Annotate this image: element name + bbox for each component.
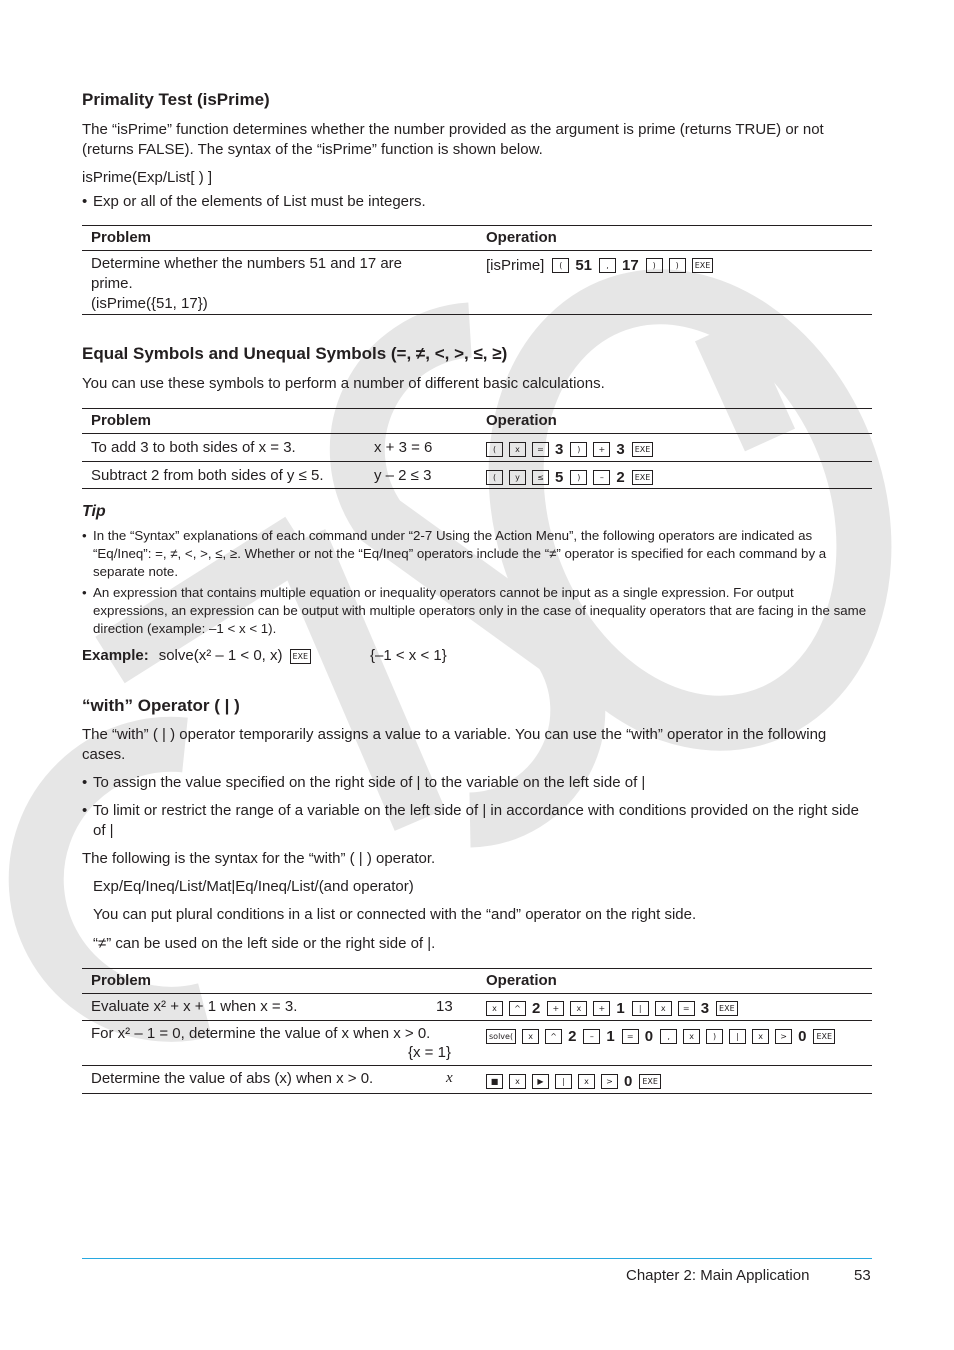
table-row-result: x bbox=[446, 1070, 453, 1086]
key-button: EXE bbox=[813, 1029, 835, 1044]
key-y: y bbox=[509, 470, 526, 485]
key-close-paren: ) bbox=[570, 442, 587, 457]
key-button: | bbox=[729, 1029, 746, 1044]
table-header-operation: Operation bbox=[486, 972, 557, 989]
key-number: 0 bbox=[644, 1027, 654, 1045]
key-exe: EXE bbox=[692, 258, 714, 273]
key-button: + bbox=[547, 1001, 564, 1016]
operation-sequence bbox=[486, 999, 744, 1017]
key-open-paren: ( bbox=[552, 258, 569, 273]
table-row-expression: x + 3 = 6 bbox=[374, 439, 433, 456]
key-x: x bbox=[509, 442, 526, 457]
isprime-syntax: isPrime(Exp/List[ ) ] bbox=[82, 169, 213, 186]
table-row-result: 13 bbox=[436, 998, 453, 1015]
key-button: | bbox=[632, 1001, 649, 1016]
key-button: | bbox=[555, 1074, 572, 1089]
key-button: x bbox=[655, 1001, 672, 1016]
key-exe: EXE bbox=[290, 649, 312, 664]
table-header-problem: Problem bbox=[91, 972, 152, 989]
key-button: x bbox=[578, 1074, 595, 1089]
key-number: 1 bbox=[606, 1027, 615, 1045]
section-title-isprime: Primality Test (isPrime) bbox=[82, 90, 270, 109]
equal-symbols-description: You can use these symbols to perform a number of different basic calculations. bbox=[82, 375, 605, 392]
key-button: ^ bbox=[509, 1001, 526, 1016]
key-button: + bbox=[593, 1001, 610, 1016]
key-close-paren: ) bbox=[646, 258, 663, 273]
key-button: x bbox=[486, 1001, 503, 1016]
with-syntax-note-2: “≠” can be used on the left side or the right side of |. bbox=[93, 935, 436, 952]
table-row: Determine whether the numbers 51 and 17 are prime. (isPrime({51, 17}) bbox=[91, 255, 403, 312]
with-bullet-2: • To limit or restrict the range of a variable on the left side of | in accordance with conditions provided on the right side of | bbox=[82, 802, 859, 839]
key-button: EXE bbox=[639, 1074, 661, 1089]
key-button: > bbox=[601, 1074, 618, 1089]
operation-sequence bbox=[486, 1027, 841, 1045]
table-header-operation: Operation bbox=[486, 412, 557, 429]
with-syntax-note-1: You can put plural conditions in a list or connected with the “and” operator on the right side. bbox=[93, 906, 697, 923]
key-button: ■ bbox=[486, 1074, 503, 1089]
key-open-paren: ( bbox=[486, 442, 503, 457]
table-row-expression: y – 2 ≤ 3 bbox=[374, 467, 432, 484]
key-open-paren: ( bbox=[486, 470, 503, 485]
key-button: ^ bbox=[545, 1029, 562, 1044]
operation-sequence bbox=[486, 1072, 667, 1090]
key-exe: EXE bbox=[632, 470, 654, 485]
operation-sequence: ( x = 3 ) + 3 EXE bbox=[486, 440, 659, 458]
section-title-with-operator: “with” Operator ( | ) bbox=[82, 696, 240, 715]
key-button: x bbox=[570, 1001, 587, 1016]
table-row-result: {x = 1} bbox=[408, 1044, 451, 1061]
key-button: > bbox=[775, 1029, 792, 1044]
key-button: = bbox=[622, 1029, 639, 1044]
example-line: Example: solve(x² – 1 < 0, x) EXE bbox=[82, 647, 317, 664]
tip-heading: Tip bbox=[82, 503, 106, 520]
table-row-problem: Evaluate x² + x + 1 when x = 3. bbox=[91, 998, 298, 1015]
footer-rule bbox=[82, 1258, 872, 1259]
operation-sequence: ( y ≤ 5 ) – 2 EXE bbox=[486, 468, 659, 486]
key-plus: + bbox=[593, 442, 610, 457]
isprime-bullet: • Exp or all of the elements of List must be integers. bbox=[82, 193, 426, 210]
key-button: EXE bbox=[716, 1001, 738, 1016]
key-less-equal: ≤ bbox=[532, 470, 549, 485]
operation-sequence: [isPrime] ( 51 , 17 ) ) EXE bbox=[486, 256, 719, 274]
table-row-problem: Determine the value of abs (x) when x > 0. bbox=[91, 1070, 374, 1087]
key-button: ▶ bbox=[532, 1074, 549, 1089]
key-comma: , bbox=[599, 258, 616, 273]
with-syntax-intro: The following is the syntax for the “with” ( | ) operator. bbox=[82, 850, 436, 867]
key-number: 3 bbox=[700, 999, 710, 1017]
tip-bullet-2: • An expression that contains multiple equation or inequality operators cannot be input as a single expression. For output expressions, an expression can be output with multiple operators only in the case of inequality operators that are facing in the same direction (example: –1 < x < 1). bbox=[82, 585, 867, 636]
page-number: 53 bbox=[854, 1267, 871, 1284]
key-button: = bbox=[678, 1001, 695, 1016]
key-equals: = bbox=[532, 442, 549, 457]
key-minus: – bbox=[593, 470, 610, 485]
with-operator-description: The “with” ( | ) operator temporarily assigns a value to a variable. You can use the “with” operator in the following cases. bbox=[82, 726, 827, 763]
with-syntax: Exp/Eq/Ineq/List/Mat|Eq/Ineq/List/(and operator) bbox=[93, 878, 414, 895]
table-row-problem: For x² – 1 = 0, determine the value of x when x > 0. bbox=[91, 1025, 431, 1042]
table-row-problem: To add 3 to both sides of x = 3. bbox=[91, 439, 296, 456]
with-bullet-1: • To assign the value specified on the right side of | to the variable on the left side of | bbox=[82, 774, 646, 791]
key-button: solve( bbox=[486, 1029, 516, 1044]
tip-bullet-1: • In the “Syntax” explanations of each command under “2-7 Using the Action Menu”, the following operators are indicated as “Eq/Ineq”: =, ≠, <, >, ≤, ≥. Whether or not the “Eq/Ineq” operators include the “≠” operator is specified for each command by a separate note. bbox=[82, 528, 827, 579]
key-close-paren: ) bbox=[669, 258, 686, 273]
footer-chapter: Chapter 2: Main Application bbox=[626, 1267, 810, 1284]
key-button: x bbox=[752, 1029, 769, 1044]
key-exe: EXE bbox=[632, 442, 654, 457]
table-header-problem: Problem bbox=[91, 229, 152, 246]
key-button: x bbox=[522, 1029, 539, 1044]
key-number: 0 bbox=[798, 1027, 807, 1045]
key-number: 1 bbox=[616, 999, 625, 1017]
table-header-operation: Operation bbox=[486, 229, 557, 246]
key-number: 0 bbox=[624, 1072, 633, 1090]
section-title-equal-symbols: Equal Symbols and Unequal Symbols (=, ≠, <, >, ≤, ≥) bbox=[82, 344, 508, 363]
key-button: – bbox=[583, 1029, 600, 1044]
key-number: 2 bbox=[568, 1027, 577, 1045]
key-button: ) bbox=[706, 1029, 723, 1044]
isprime-description: The “isPrime” function determines whether the number provided as the argument is prime (returns TRUE) or not (returns FALSE). The syntax of the “isPrime” function is shown below. bbox=[82, 121, 824, 158]
table-header-problem: Problem bbox=[91, 412, 152, 429]
example-result: {–1 < x < 1} bbox=[370, 647, 447, 664]
key-button: x bbox=[683, 1029, 700, 1044]
table-row-problem: Subtract 2 from both sides of y ≤ 5. bbox=[91, 467, 324, 484]
key-number: 2 bbox=[532, 999, 541, 1017]
key-button: x bbox=[509, 1074, 526, 1089]
key-button: , bbox=[660, 1029, 677, 1044]
key-close-paren: ) bbox=[570, 470, 587, 485]
